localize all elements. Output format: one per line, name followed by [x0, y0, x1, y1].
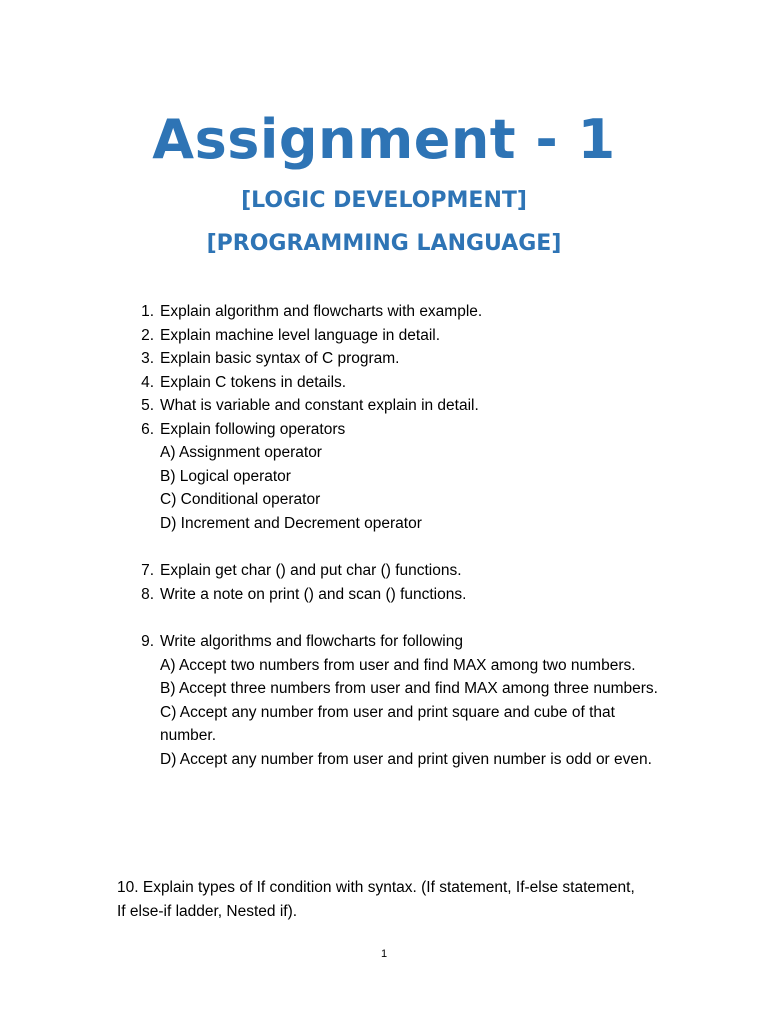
sub-option: A) Assignment operator: [160, 444, 322, 461]
question-list: [0, 300, 768, 771]
question-number: 2 .: [120, 324, 154, 348]
question-text: Write a note on print () and scan () functions.: [160, 585, 467, 603]
question-number: 4 .: [120, 371, 154, 395]
question-item: [0, 630, 670, 654]
spacer: [0, 606, 768, 630]
sub-option: B) Logical operator: [160, 467, 291, 485]
subtitle-programming-language: [PROGRAMMING LANGUAGE]: [206, 231, 562, 256]
question-number: 8 .: [120, 583, 154, 607]
question-item: [0, 371, 670, 395]
question-text: What is variable and constant explain in detail.: [160, 397, 479, 414]
question-10: 10. Explain types of If condition with syntax. (If statement, If-else statement, If else-if ladder, Nested if).: [117, 879, 635, 920]
question-number: 5 .: [120, 394, 154, 418]
question-text: Explain machine level language in detail.: [160, 326, 441, 344]
question-number: 7 .: [120, 559, 154, 583]
question-text: Explain get char () and put char () functions.: [160, 562, 462, 579]
question-number: 9 .: [120, 630, 154, 654]
question-text: Write algorithms and flowcharts for following: [160, 633, 463, 650]
sub-option: C) Accept any number from user and print square and cube of that number.: [160, 703, 615, 744]
sub-option: D) Accept any number from user and print given number is odd or even.: [160, 750, 652, 768]
question-text: Explain following operators: [160, 420, 346, 438]
subtitle-logic-development: [LOGIC DEVELOPMENT]: [241, 188, 527, 213]
question-item: [0, 559, 670, 583]
page-number: 1: [380, 948, 388, 960]
question-item: [0, 324, 670, 348]
question-item: [0, 418, 670, 442]
question-item: [0, 347, 670, 371]
question-item: [0, 300, 670, 324]
question-text: Explain basic syntax of C program.: [160, 350, 400, 367]
question-number: 6 .: [120, 418, 154, 442]
question-text: Explain algorithm and flowcharts with example.: [160, 303, 483, 320]
sub-option: B) Accept three numbers from user and find MAX among three numbers.: [160, 680, 658, 697]
question-item: [0, 583, 670, 607]
question-text: Explain C tokens in details.: [160, 373, 347, 391]
sub-option: A) Accept two numbers from user and find MAX among two numbers.: [160, 656, 636, 674]
page-title: Assignment - 1: [152, 108, 616, 171]
question-item: [0, 394, 670, 418]
question-number: 3 .: [120, 347, 154, 371]
spacer: [0, 535, 768, 559]
sub-option: D) Increment and Decrement operator: [160, 514, 422, 532]
question-number: 1 .: [120, 300, 154, 324]
sub-option: C) Conditional operator: [160, 491, 321, 508]
